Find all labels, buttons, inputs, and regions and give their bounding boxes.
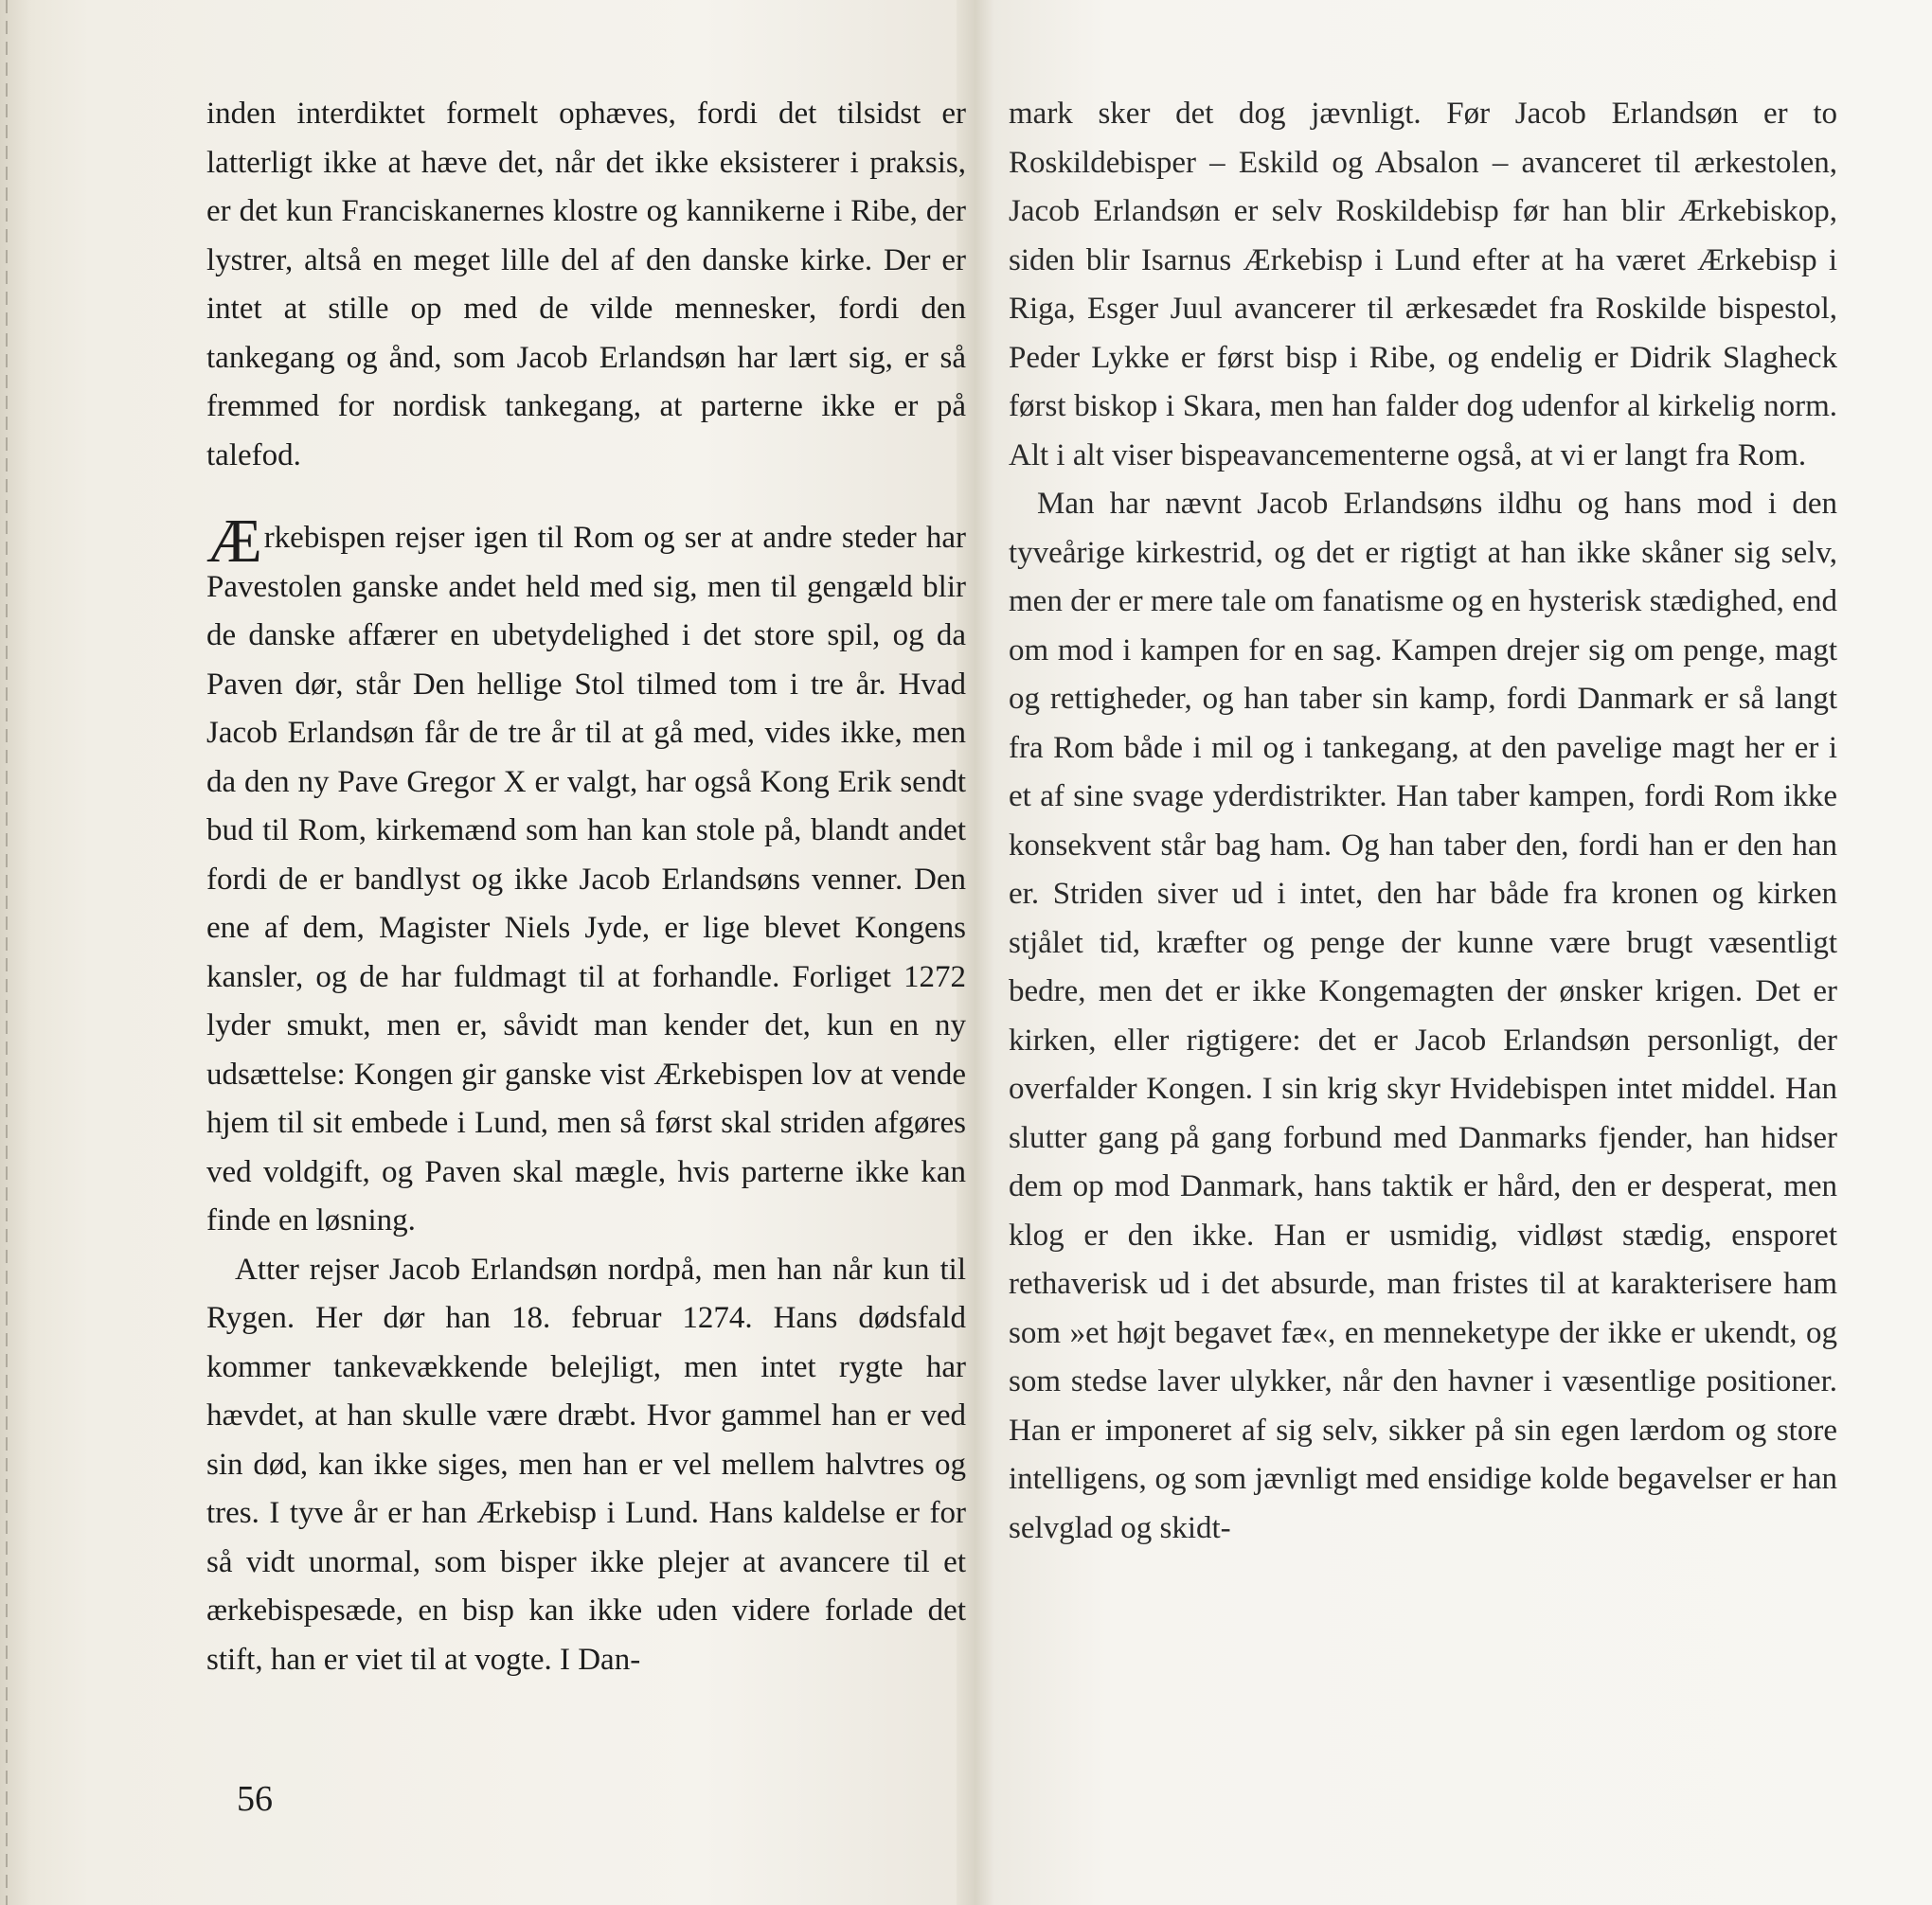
book-edge [0,0,90,1905]
left-paragraph-1: inden interdiktet formelt ophæves, fordi det tilsidst er latterligt ikke at hæve det, når det ikke eksisterer i praksis, er det kun Franciskanernes klostre og kannikerne i Ribe, der lystrer, altså en meget lille del af den danske kirke. Der er intet at stille op med de vilde mennesker, fordi den tankegang og ånd, som Jacob Erlandsøn har lært sig, er så fremmed for nordisk tankegang, at parterne ikke er på talefod. [206,97,966,472]
right-paragraph-2: Man har nævnt Jacob Erlandsøns ildhu og hans mod i den tyveårige kirkestrid, og det er rigtigt at han ikke skåner sig selv, men der er mere tale om fanatisme og en hysterisk stædighed, end om mod i kampen for en sag. Kampen drejer sig om penge, magt og rettigheder, og han taber sin kamp, fordi Danmark er så langt fra Rom både i mil og i tankegang, at den pavelige magt her er i et af sine svage yderdistrikter. Han taber kampen, fordi Rom ikke konsekvent står bag ham. Og han taber den, fordi han er den han er. Striden siver ud i intet, den har både fra kronen og kirken stjålet tid, kræfter og penge der kunne være brugt væsentligt bedre, men det er ikke Kongemagten der ønsker krigen. Det er kirken, eller rigtigere: det er Jacob Erlandsøn personligt, der overfalder Kongen. I sin krig skyr Hvidebispen intet middel. Han slutter gang på gang forbund med Danmarks fjender, han hidser dem op mod Danmark, hans taktik er hård, den er desperat, men klog er den ikke. Han er usmidig, vidløst stædig, ensporet rethaverisk ud i det absurde, man fristes til at karakterisere ham som »et højt begavet fæ«, en menneketype der ikke er ukendt, og som stedse laver ulykker, når den havner i væsentlige positioner. Han er imponeret af sig selv, sikker på sin egen lærdom og store intelligens, og som jævnligt med ensidige kolde begavelser er han selvglad og skidt- [1009,487,1837,1545]
drop-initial: Æ [206,507,262,576]
section-break [206,480,966,514]
page-number: 56 [237,1779,273,1819]
right-text-column [1009,90,1837,1553]
left-text-column [206,90,966,1684]
left-paragraph-2-text: rkebispen rejser igen til Rom og ser at andre steder har Pavestolen ganske andet held med sig, men til gengæld blir de danske affærer en ubetydelighed i det store spil, og da Paven dør, står Den hellige Stol tilmed tom i tre år. Hvad Jacob Erlandsøn får de tre år til at gå med, vides ikke, men da den ny Pave Gregor X er valgt, har også Kong Erik sendt bud til Rom, kirkemænd som han kan stole på, blandt andet fordi de er bandlyst og ikke Jacob Erlandsøns venner. Den ene af dem, Magister Niels Jyde, er lige blevet Kongens kansler, og de har fuldmagt til at forhandle. Forliget 1272 lyder smukt, men er, såvidt man kender det, kun en ny udsættelse: Kongen gir ganske vist Ærkebispen lov at vende hjem til sit embede i Lund, men så først skal striden afgøres ved voldgift, og Paven skal mægle, hvis parterne ikke kan finde en løsning. [206,521,966,1237]
right-paragraph-1: mark sker det dog jævnligt. Før Jacob Erlandsøn er to Roskildebisper – Eskild og Absalon – avanceret til ærkestolen, Jacob Erlandsøn er selv Roskildebisp før han blir Ærkebiskop, siden blir Isarnus Ærkebisp i Lund efter at ha været Ærkebisp i Riga, Esger Juul avancerer til ærkesædet fra Roskilde bispestol, Peder Lykke er først bisp i Ribe, og endelig er Didrik Slagheck først biskop i Skara, men han falder dog udenfor al kirkelig norm. Alt i alt viser bispeavancementerne også, at vi er langt fra Rom. [1009,97,1837,472]
left-paragraph-3: Atter rejser Jacob Erlandsøn nordpå, men han når kun til Rygen. Her dør han 18. februar 1274. Hans dødsfald kommer tankevækkende belejligt, men intet rygte har hævdet, at han skulle være dræbt. Hvor gammel han er ved sin død, kan ikke siges, men han er vel mellem halvtres og tres. I tyve år er han Ærkebisp i Lund. Hans kaldelse er for så vidt unormal, som bisper ikke plejer at avancere til et ærkebispesæde, en bisp kan ikke uden videre forlade det stift, han er viet til at vogte. I Dan- [206,1252,966,1677]
left-paragraph-2 [206,507,966,1246]
